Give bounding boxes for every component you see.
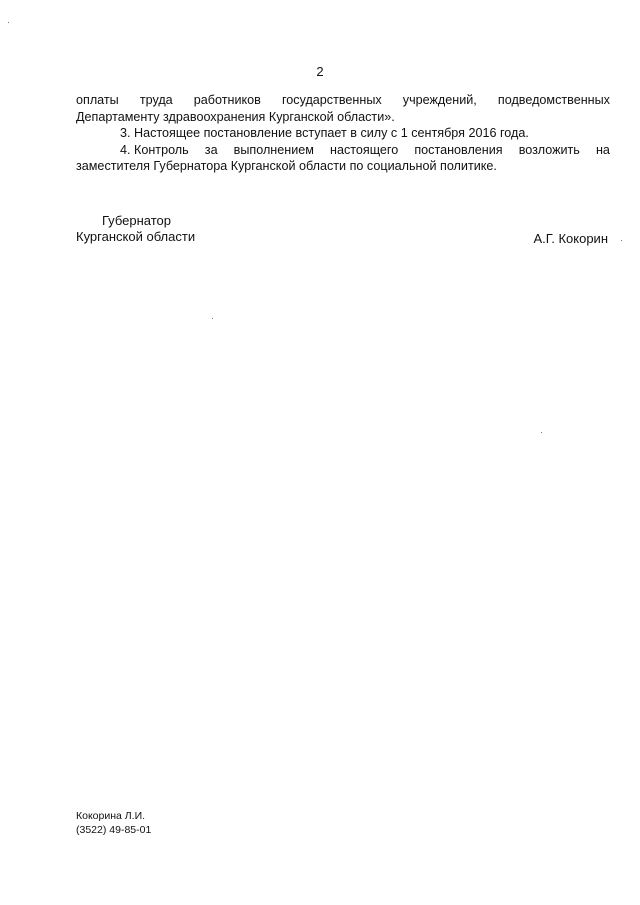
word: оплаты: [76, 93, 119, 107]
word: постановления: [414, 142, 503, 157]
word: настоящего: [329, 142, 399, 157]
executor-block: [76, 809, 151, 837]
word: 4. Контроль: [120, 142, 189, 157]
paragraph-line-justified: [76, 92, 610, 109]
scan-speck: [212, 318, 213, 319]
signer-title-line1: Губернатор: [102, 213, 171, 228]
word: труда: [139, 93, 173, 107]
page-number: 2: [316, 64, 324, 79]
item-4-line-justified: [76, 142, 610, 159]
executor-name: Кокорина Л.И.: [76, 810, 146, 822]
word: на: [595, 142, 610, 157]
word: выполнением: [233, 142, 314, 157]
item-4-line: заместителя Губернатора Курганской области по социальной политике.: [76, 159, 497, 174]
scan-speck: [621, 240, 622, 241]
word: государственных: [281, 93, 382, 107]
scan-speck: [541, 432, 542, 433]
signer-title-line2: Курганской области: [76, 229, 196, 244]
signer-name: А.Г. Кокорин: [533, 231, 608, 246]
item-3: 3. Настоящее постановление вступает в силу с 1 сентября 2016 года.: [120, 126, 529, 141]
executor-phone: (3522) 49-85-01: [76, 824, 152, 836]
word: работников: [193, 93, 261, 107]
paragraph-line: Департаменту здравоохранения Курганской области».: [76, 109, 395, 124]
document-body: [76, 92, 610, 175]
word: за: [204, 142, 218, 157]
word: возложить: [518, 142, 580, 157]
word: учреждений,: [402, 93, 477, 107]
word: подведомственных: [497, 93, 610, 107]
scan-speck: [8, 22, 9, 23]
